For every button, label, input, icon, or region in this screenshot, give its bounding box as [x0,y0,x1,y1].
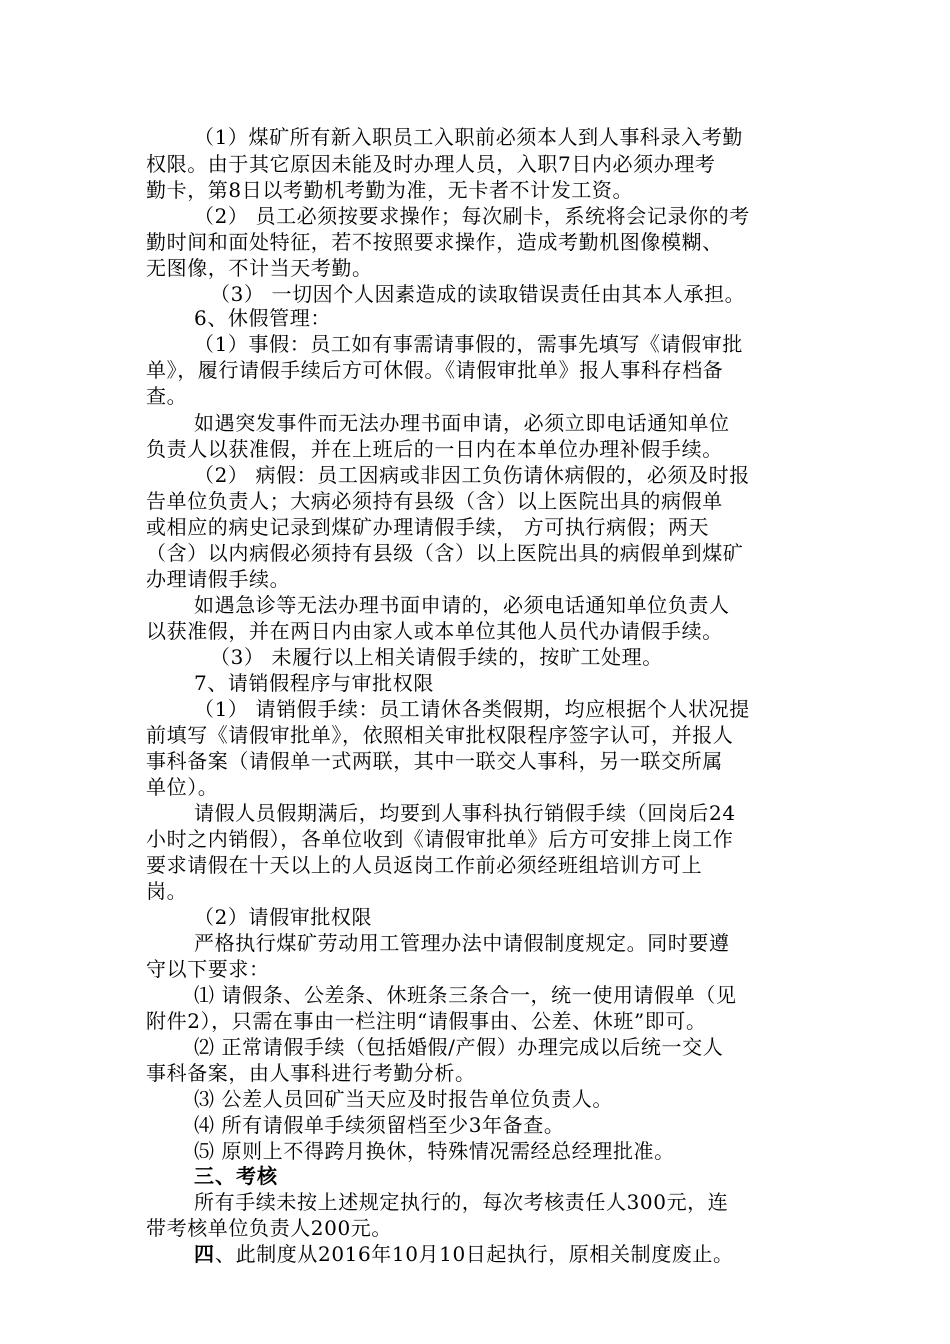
list-item: ⑴ 请假条、公差条、休班条三条合一，统一使用请假单（见 [194,983,737,1007]
subsection-heading: 7、请销假程序与审批权限 [194,671,434,695]
paragraph-line: （含）以内病假必须持有县级（含）以上医院出具的病假单到煤矿 [146,541,744,565]
paragraph-line: 如遇突发事件而无法办理书面申请，必须立即电话通知单位 [194,411,730,435]
list-item: ⑶ 公差人员回矿当天应及时报告单位负责人。 [194,1087,613,1111]
paragraph-line: 岗。 [146,879,188,903]
paragraph-line: 以获准假，并在两日内由家人或本单位其他人员代办请假手续。 [146,619,723,643]
paragraph-line: 守以下要求： [146,957,270,981]
list-item: ⑸ 原则上不得跨月换休，特殊情况需经总经理批准。 [194,1139,675,1163]
paragraph-line: 带考核单位负责人200元。 [146,1216,392,1240]
paragraph-line: （2） 员工必须按要求操作；每次刷卡，系统将会记录你的考 [194,204,750,228]
paragraph-line: （1）事假：员工如有事需请事假的，需事先填写《请假审批 [194,332,743,356]
list-item: ⑷ 所有请假单手续须留档至少3年备查。 [194,1113,565,1137]
paragraph-line: （3） 未履行以上相关请假手续的，按旷工处理。 [210,645,663,669]
paragraph-line: 查。 [146,384,188,408]
list-item: 附件2），只需在事由一栏注明“请假事由、公差、休班”即可。 [146,1009,707,1033]
paragraph-line: （3） 一切因个人因素造成的读取错误责任由其本人承担。 [210,282,746,306]
section-text: 、此制度从2016年10月10日起执行，原相关制度废止。 [215,1242,734,1266]
paragraph-line: 小时之内销假），各单位收到《请假审批单》后方可安排上岗工作 [146,827,734,851]
paragraph-line: 告单位负责人；大病必须持有县级（含）以上医院出具的病假单 [146,489,723,513]
section-number: 四 [194,1242,215,1266]
paragraph-line: （2）请假审批权限 [194,905,373,929]
list-item: 事科备案，由人事科进行考勤分析。 [146,1061,476,1085]
paragraph-line: 权限。由于其它原因未能及时办理人员，入职7日内必须办理考 [146,152,716,176]
section-heading-line [194,1241,854,1267]
paragraph-line: 负责人以获准假，并在上班后的一日内在本单位办理补假手续。 [146,437,723,461]
paragraph-line: 如遇急诊等无法办理书面申请的，必须电话通知单位负责人 [194,593,730,617]
paragraph-line: 无图像，不计当天考勤。 [146,256,373,280]
paragraph-line: （1）煤矿所有新入职员工入职前必须本人到人事科录入考勤 [194,125,743,149]
paragraph-line: 请假人员假期满后，均要到人事科执行销假手续（回岗后24 [194,801,736,825]
paragraph-line: 要求请假在十天以上的人员返岗工作前必须经班组培训方可上 [146,853,703,877]
paragraph-line: 办理请假手续。 [146,567,291,591]
paragraph-line: 严格执行煤矿劳动用工管理办法中请假制度规定。同时要遵 [194,931,730,955]
paragraph-line: 前填写《请假审批单》，依照相关审批权限程序签字认可，并报人 [146,723,734,747]
paragraph-line: 所有手续未按上述规定执行的，每次考核责任人300元，连 [194,1190,729,1214]
subsection-heading: 6、休假管理： [194,306,331,330]
paragraph-line: 单位）。 [146,775,219,799]
paragraph-line: 勤时间和面处特征，若不按照要求操作，造成考勤机图像模糊、 [146,230,723,254]
paragraph-line: 单》，履行请假手续后方可休假。《请假审批单》报人事科存档备 [146,358,724,382]
section-heading: 三、考核 [194,1164,278,1188]
paragraph-line: 事科备案（请假单一式两联，其中一联交人事科，另一联交所属 [146,749,723,773]
paragraph-line: （2） 病假：员工因病或非因工负伤请休病假的，必须及时报 [194,463,750,487]
paragraph-line: 勤卡，第8日以考勤机考勤为准，无卡者不计发工资。 [146,178,634,202]
list-item: ⑵ 正常请假手续（包括婚假/产假）办理完成以后统一交人 [194,1035,724,1059]
paragraph-line: 或相应的病史记录到煤矿办理请假手续， 方可执行病假；两天 [146,515,710,539]
paragraph-line: （1） 请销假手续：员工请休各类假期，均应根据个人状况提 [194,697,750,721]
